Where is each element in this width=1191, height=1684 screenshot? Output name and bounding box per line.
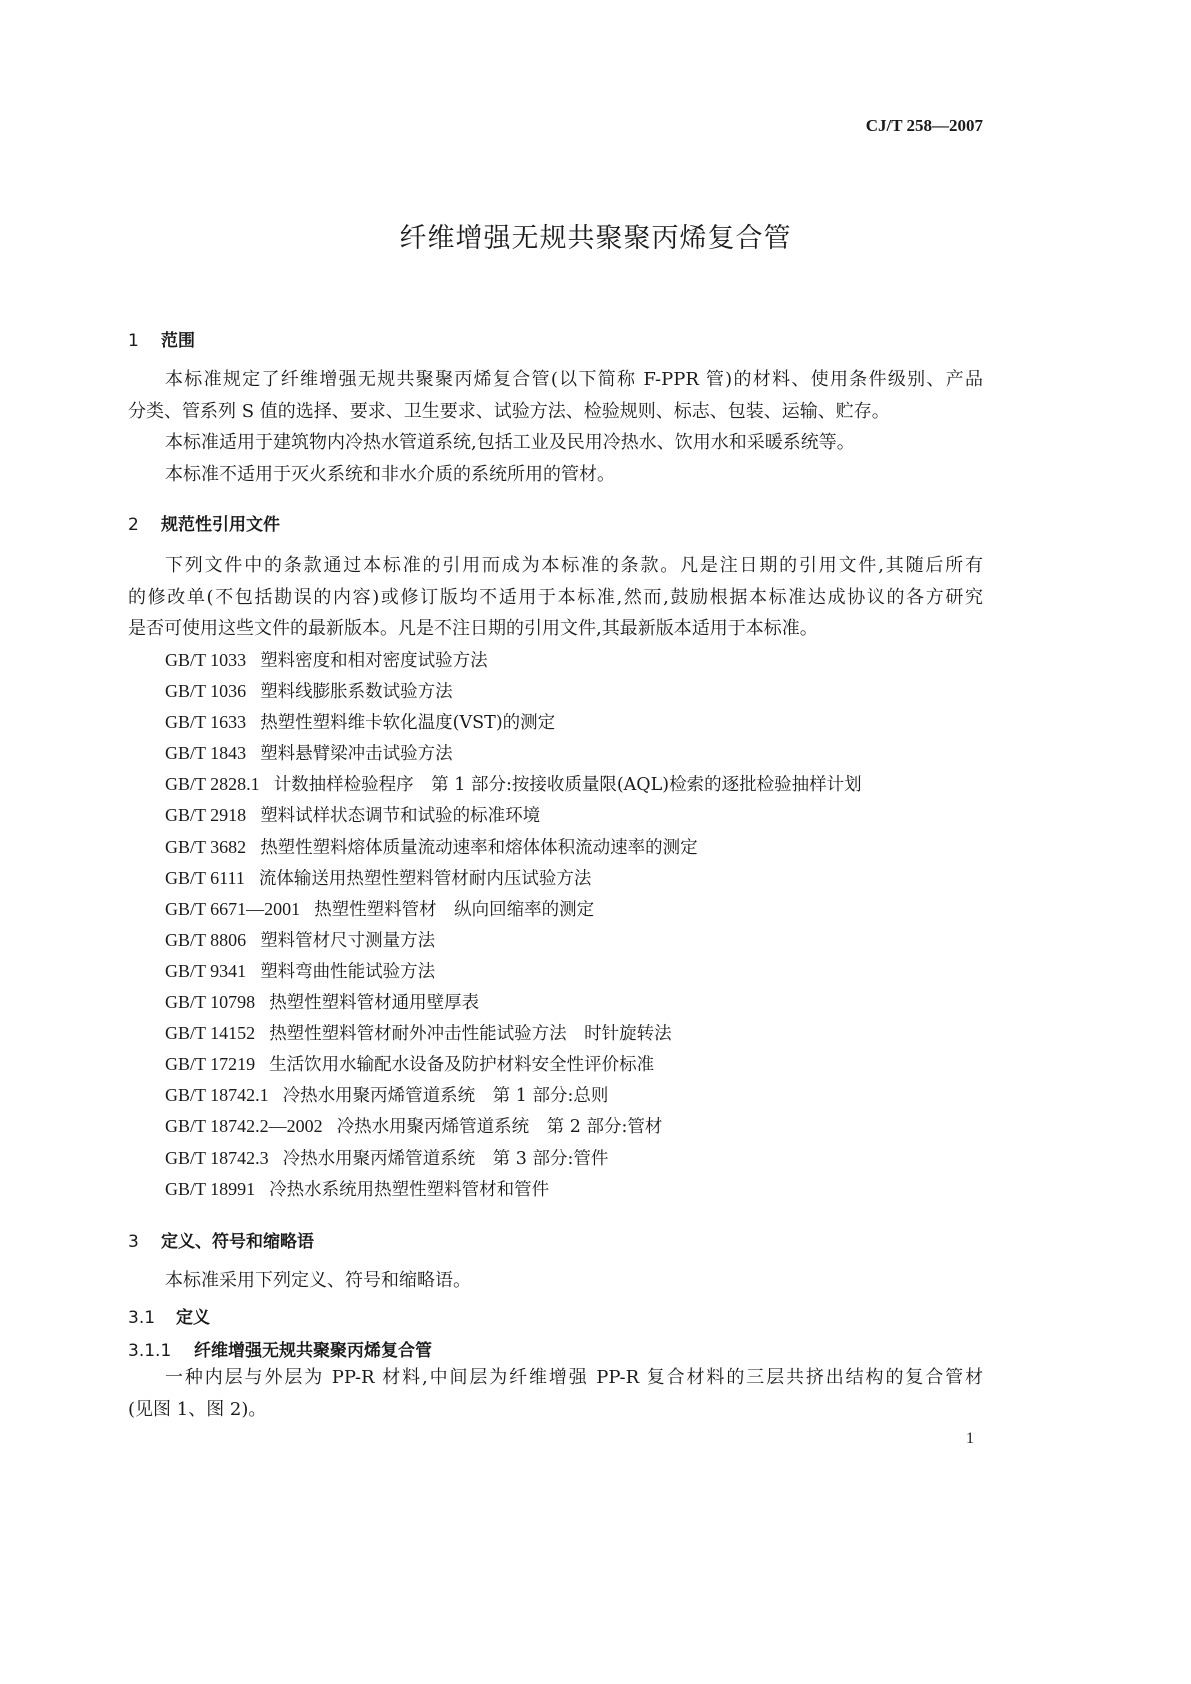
reference-code: GB/T 6671—2001	[165, 898, 301, 919]
reference-item	[165, 1049, 862, 1080]
reference-title: 生活饮用水输配水设备及防护材料安全性评价标准	[269, 1055, 655, 1076]
section-3-intro	[128, 1265, 983, 1297]
reference-item	[165, 956, 862, 987]
standard-number: CJ/T 258—2007	[865, 116, 983, 135]
section-1-body	[128, 364, 983, 490]
document-title: 纤维增强无规共聚聚丙烯复合管	[399, 223, 792, 254]
reference-title: 计数抽样检验程序 第 1 部分:按接收质量限(AQL)检索的逐批检验抽样计划	[273, 775, 862, 796]
reference-code: GB/T 2918	[165, 805, 247, 826]
reference-item	[165, 1111, 862, 1142]
reference-code: GB/T 1036	[165, 681, 247, 702]
reference-title: 塑料密度和相对密度试验方法	[260, 651, 488, 671]
reference-item	[165, 863, 862, 894]
section-2-body	[128, 550, 983, 645]
reference-item	[165, 832, 862, 863]
reference-code: GB/T 17219	[165, 1054, 256, 1075]
section-1-heading	[128, 326, 195, 351]
paragraph-line: 本标准规定了纤维增强无规共聚聚丙烯复合管(以下简称 F-PPR 管)的材料、使用条件级别、产品	[165, 369, 983, 390]
page-number: 1	[966, 1430, 974, 1447]
reference-item	[165, 676, 862, 707]
reference-code: GB/T 9341	[165, 960, 247, 981]
reference-code: GB/T 3682	[165, 836, 247, 857]
reference-item	[165, 925, 862, 956]
paragraph-line: 是否可使用这些文件的最新版本。凡是不注日期的引用文件,其最新版本适用于本标准。	[128, 618, 818, 639]
reference-item	[165, 1143, 862, 1174]
definition-body	[128, 1362, 983, 1425]
reference-title: 塑料弯曲性能试验方法	[260, 961, 436, 982]
section-title: 纤维增强无规共聚聚丙烯复合管	[194, 1341, 432, 1361]
reference-title: 塑料试样状态调节和试验的标准环境	[260, 806, 541, 827]
reference-title: 热塑性塑料熔体质量流动速率和熔体体积流动速率的测定	[260, 837, 698, 858]
reference-title: 冷热水用聚丙烯管道系统 第 3 部分:管件	[282, 1148, 609, 1169]
section-number: 3.1.1	[128, 1341, 172, 1361]
reference-item	[165, 1018, 862, 1049]
reference-title: 热塑性塑料管材通用壁厚表	[269, 993, 480, 1014]
reference-title: 热塑性塑料管材耐外冲击性能试验方法 时针旋转法	[269, 1024, 672, 1045]
section-title: 定义、符号和缩略语	[161, 1232, 314, 1252]
section-3-heading	[128, 1227, 314, 1252]
reference-title: 冷热水用聚丙烯管道系统 第 1 部分:总则	[282, 1086, 609, 1107]
section-number: 3	[128, 1232, 139, 1252]
subsection-3-1-1-heading	[128, 1336, 432, 1361]
reference-title: 热塑性塑料管材 纵向回缩率的测定	[314, 899, 595, 920]
paragraph: 本标准适用于建筑物内冷热水管道系统,包括工业及民用冷热水、饮用水和采暖系统等。	[165, 432, 855, 453]
section-title: 定义	[176, 1308, 210, 1328]
reference-item	[165, 894, 862, 925]
reference-title: 冷热水用聚丙烯管道系统 第 2 部分:管材	[336, 1117, 663, 1138]
reference-code: GB/T 6111	[165, 867, 245, 888]
section-number: 3.1	[128, 1308, 156, 1328]
reference-code: GB/T 1633	[165, 712, 247, 733]
reference-item	[165, 707, 862, 738]
section-2-heading	[128, 510, 280, 535]
reference-title: 塑料悬臂梁冲击试验方法	[260, 744, 453, 765]
reference-code: GB/T 10798	[165, 992, 256, 1013]
normative-references-list	[165, 645, 862, 1205]
reference-title: 塑料管材尺寸测量方法	[260, 930, 436, 951]
paragraph-line: 下列文件中的条款通过本标准的引用而成为本标准的条款。凡是注日期的引用文件,其随后所有	[165, 555, 983, 576]
section-title: 范围	[161, 331, 195, 351]
section-number: 1	[128, 331, 139, 351]
reference-item	[165, 1174, 862, 1205]
reference-code: GB/T 14152	[165, 1023, 256, 1044]
reference-code: GB/T 18742.1	[165, 1085, 269, 1106]
reference-title: 塑料线膨胀系数试验方法	[260, 682, 453, 703]
reference-code: GB/T 1843	[165, 743, 247, 764]
paragraph: 本标准采用下列定义、符号和缩略语。	[165, 1270, 471, 1291]
reference-item	[165, 800, 862, 831]
subsection-3-1-heading	[128, 1303, 210, 1328]
paragraph-line: (见图 1、图 2)。	[128, 1398, 267, 1420]
reference-item	[165, 645, 862, 676]
section-number: 2	[128, 515, 139, 535]
paragraph-line: 的修改单(不包括勘误的内容)或修订版均不适用于本标准,然而,鼓励根据本标准达成协议的各方研究	[128, 586, 983, 608]
reference-item	[165, 738, 862, 769]
reference-item	[165, 769, 862, 800]
section-title: 规范性引用文件	[161, 515, 280, 535]
reference-code: GB/T 18742.3	[165, 1147, 269, 1168]
reference-code: GB/T 8806	[165, 929, 247, 950]
reference-title: 冷热水系统用热塑性塑料管材和管件	[269, 1179, 550, 1200]
reference-code: GB/T 18742.2—2002	[165, 1116, 323, 1137]
paragraph-line: 分类、管系列 S 值的选择、要求、卫生要求、试验方法、检验规则、标志、包装、运输、贮存。	[128, 400, 890, 422]
reference-code: GB/T 2828.1	[165, 774, 260, 795]
paragraph: 本标准不适用于灭火系统和非水介质的系统所用的管材。	[165, 463, 615, 485]
reference-code: GB/T 18991	[165, 1178, 256, 1199]
reference-item	[165, 1080, 862, 1111]
reference-code: GB/T 1033	[165, 650, 247, 670]
reference-title: 热塑性塑料维卡软化温度(VST)的测定	[260, 713, 556, 734]
reference-title: 流体输送用热塑性塑料管材耐内压试验方法	[258, 868, 592, 889]
paragraph-line: 一种内层与外层为 PP-R 材料,中间层为纤维增强 PP-R 复合材料的三层共挤出结构的复合管材	[165, 1367, 983, 1388]
reference-item	[165, 987, 862, 1018]
